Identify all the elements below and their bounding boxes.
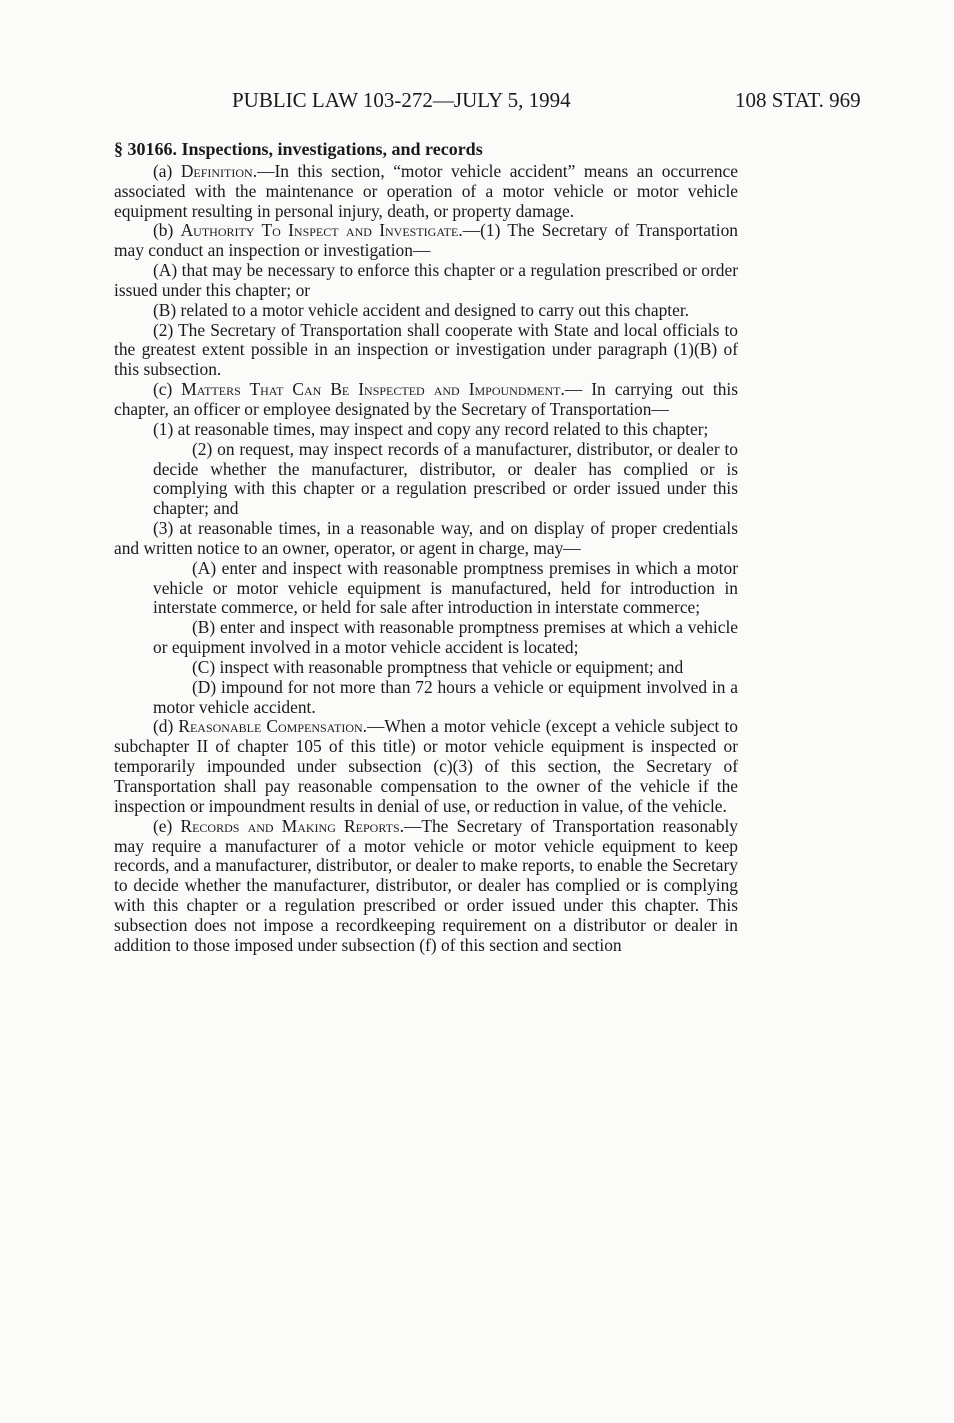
subsection-c: (c) Matters That Can Be Inspected and Impoundment.— In carrying out this chapter, an officer or employee designated by the Secretary of Transportation— xyxy=(114,379,738,419)
document-body xyxy=(114,140,738,956)
subsection-d-label: Reasonable Compensation. xyxy=(178,716,368,737)
subsection-e: (e) Records and Making Reports.—The Secretary of Transportation reasonably may require a manufacturer of a motor vehicle or motor vehicle equipment to keep records, and a manufacturer, distributor, or dealer to make reports, to enable the Secretary to decide whether the manufacturer, distributor, or dealer has complied or is complying with this chapter or a regulation prescribed or order issued under this chapter. This subsection does not impose a recordkeeping requirement on a distributor or dealer in addition to those imposed under subsection (f) of this section and section xyxy=(114,815,739,955)
paragraph-b-B: (B) related to a motor vehicle accident and designed to carry out this chapter. xyxy=(153,299,690,320)
paragraph-c-3: (3) at reasonable times, in a reasonable way, and on display of proper credentials and written notice to an owner, operator, or agent in charge, may— xyxy=(114,518,738,558)
subsection-c-text: — In carrying out this chapter, an officer or employee designated by the Secretary of Transportation— xyxy=(114,379,738,419)
subsection-a-label: Definition. xyxy=(180,160,258,181)
stat-page-number: 108 STAT. 969 xyxy=(735,88,861,112)
subsection-b-label: Authority To Inspect and Investigate. xyxy=(180,220,463,241)
paragraph-c-3-A: (A) enter and inspect with reasonable promptness premises in which a motor vehicle or motor vehicle equipment is manufactured, held for introduction in interstate commerce, or held for sale after introduction in interstate commerce; xyxy=(153,557,738,618)
paragraph-b-2: (2) The Secretary of Transportation shall cooperate with State and local officials to the greatest extent possible in an inspection or investigation under paragraph (1)(B) of this subsection. xyxy=(114,319,738,380)
paragraph-c-3-D: (D) impound for not more than 72 hours a vehicle or equipment involved in a motor vehicle accident. xyxy=(153,676,738,717)
subsection-e-text: —The Secretary of Transportation reasonably may require a manufacturer of a motor vehicle or motor vehicle equipment to keep records, and a manufacturer, distributor, or dealer to make reports, to enable the Secretary to decide whether the manufacturer, distributor, or dealer has complied or is complying with this chapter or a regulation prescribed or order issued under this chapter. This subsection does not impose a recordkeeping requirement on a distributor or dealer in addition to those imposed under subsection (f) of this section and section xyxy=(114,815,739,955)
subsection-b-text: —(1) The Secretary of Transportation may conduct an inspection or investigation— xyxy=(114,220,738,261)
subsection-e-label: Records and Making Reports. xyxy=(180,815,404,836)
subsection-a: (a) Definition.—In this section, “motor vehicle accident” means an occurrence associated with the maintenance or operation of a motor vehicle or motor vehicle equipment resulting in personal injury, death, or property damage. xyxy=(114,160,738,221)
paragraph-c-3-B: (B) enter and inspect with reasonable promptness premises at which a vehicle or equipment involved in a motor vehicle accident is located; xyxy=(153,617,738,658)
paragraph-b-A: (A) that may be necessary to enforce this chapter or a regulation prescribed or order issued under this chapter; or xyxy=(114,260,738,300)
paragraph-c-2: (2) on request, may inspect records of a manufacturer, distributor, or dealer to decide whether the manufacturer, distributor, or dealer has complied or is complying with this chapter or a regulation prescribed or order issued under this chapter; and xyxy=(153,438,738,519)
page-header xyxy=(0,88,954,118)
paragraph-c-3-C: (C) inspect with reasonable promptness that vehicle or equipment; and xyxy=(192,656,684,677)
paragraph-c-1: (1) at reasonable times, may inspect and copy any record related to this chapter; xyxy=(153,418,709,439)
subsection-c-label: Matters That Can Be Inspected and Impoundment. xyxy=(181,379,565,400)
subsection-b: (b) Authority To Inspect and Investigate.—(1) The Secretary of Transportation may conduct an inspection or investigation— xyxy=(114,220,738,261)
section-heading: § 30166. Inspections, investigations, and records xyxy=(114,139,483,159)
subsection-d: (d) Reasonable Compensation.—When a motor vehicle (except a vehicle subject to subchapter II of chapter 105 of this title) or motor vehicle equipment is inspected or temporarily impounded under subsection (c)(3) of this section, the Secretary of Transportation shall pay reasonable compensation to the owner of the vehicle if the inspection or impoundment results in denial of use, or reduction in value, of the vehicle. xyxy=(114,716,738,816)
subsection-d-text: —When a motor vehicle (except a vehicle subject to subchapter II of chapter 105 of this title) or motor vehicle equipment is inspected or temporarily impounded under subsection (c)(3) of this section, the Secretary of Transportation shall pay reasonable compensation to the owner of the vehicle if the inspection or impoundment results in denial of use, or reduction in value, of the vehicle. xyxy=(114,716,738,816)
running-title: PUBLIC LAW 103-272—JULY 5, 1994 xyxy=(232,88,571,112)
subsection-a-text: —In this section, “motor vehicle accident” means an occurrence associated with the maintenance or operation of a motor vehicle or motor vehicle equipment resulting in personal injury, death, or property damage. xyxy=(114,160,738,221)
